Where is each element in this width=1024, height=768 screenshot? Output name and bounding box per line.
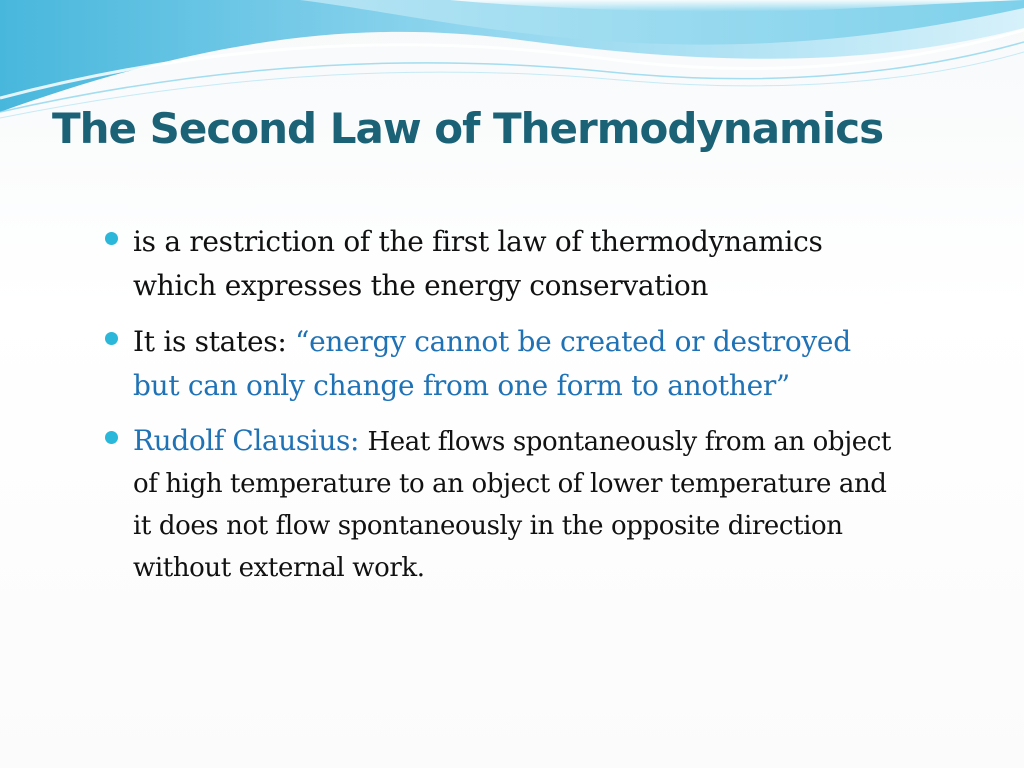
bullet-list	[103, 220, 893, 601]
bullet-item-clausius-statement	[103, 420, 893, 589]
bullet-dot-icon	[105, 431, 118, 444]
bullet-dot-icon	[105, 232, 118, 245]
bullet-prefix: It is states:	[133, 325, 296, 358]
bullet-dot-icon	[105, 332, 118, 345]
slide-title: The Second Law of Thermodynamics	[52, 104, 884, 153]
bullet-item-energy-statement	[103, 320, 893, 408]
bullet-item-first-law-restriction	[103, 220, 893, 308]
energy-quote: “energy cannot be created or destroyed but can only change from one form to another”	[133, 325, 851, 402]
clausius-text: Heat flows spontaneously from an object of high temperature to an object of lower temperature and it does not flow spontaneously in the opposite direction without external work.	[133, 427, 891, 583]
bullet-text: is a restriction of the first law of thermodynamics which expresses the energy conservation	[133, 225, 823, 302]
clausius-term: Rudolf Clausius:	[133, 424, 368, 457]
